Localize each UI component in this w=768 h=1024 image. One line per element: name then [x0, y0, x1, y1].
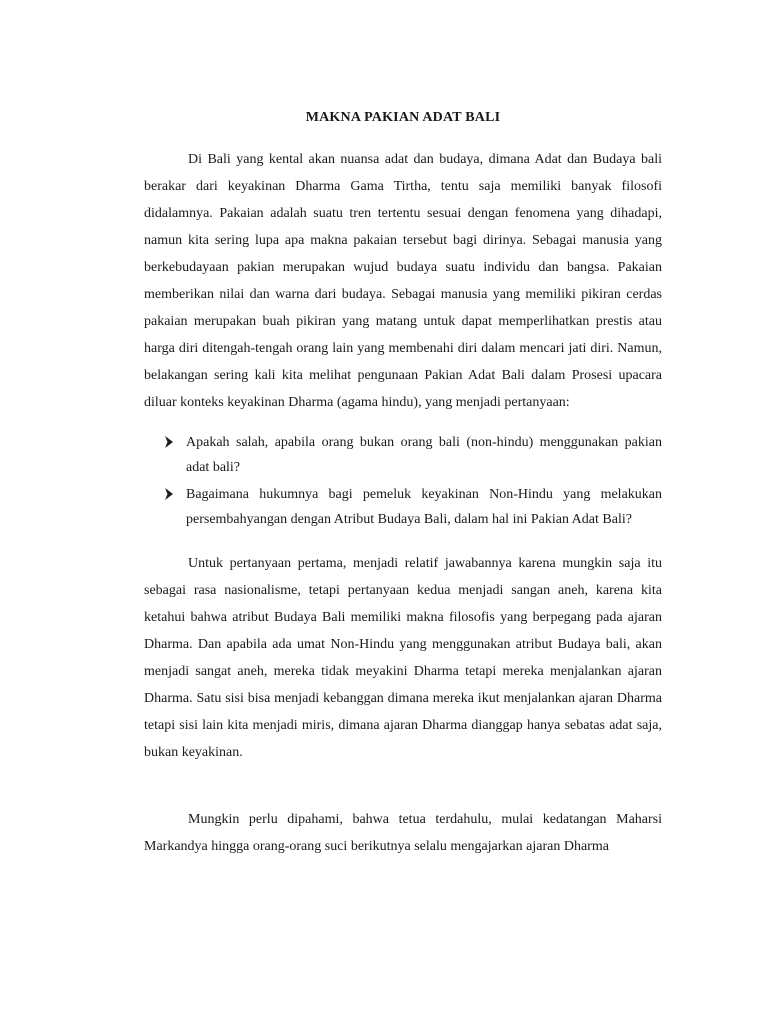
question-text: Bagaimana hukumnya bagi pemeluk keyakinan Non-Hindu yang melakukan persembahyangan dengan Atribut Budaya Bali, dalam hal ini Pakian Adat Bali? — [186, 487, 662, 527]
document-title: MAKNA PAKIAN ADAT BALI — [305, 110, 501, 125]
paragraph-spacer — [144, 766, 662, 806]
arrow-bullet-icon — [164, 487, 174, 501]
question-text: Apakah salah, apabila orang bukan orang bali (non-hindu) menggunakan pakian adat bali? — [186, 435, 662, 475]
paragraph-1: Di Bali yang kental akan nuansa adat dan budaya, dimana Adat dan Budaya bali berakar dari keyakinan Dharma Gama Tirtha, tentu saja memiliki banyak filosofi didalamnya. Pakaian adalah suatu tren tertentu sesuai dengan fenomena yang dihadapi, namun kita sering lupa apa makna pakaian tersebut bagi dirinya. Sebagai manusia yang berkebudayaan pakian merupakan wujud budaya suatu individu dan bangsa. Pakaian memberikan nilai dan warna dari budaya. Sebagai manusia yang memiliki pikiran cerdas pakaian merupakan buah pikiran yang matang untuk dapat memperlihatkan prestis atau harga diri ditengah-tengah orang lain yang membenahi diri dalam mencari jati diri. Namun, belakangan sering kali kita melihat pengunaan Pakian Adat Bali dalam Prosesi upacara diluar konteks keyakinan Dharma (agama hindu), yang menjadi pertanyaan: — [144, 152, 662, 410]
question-item — [144, 482, 662, 532]
paragraph-3: Mungkin perlu dipahami, bahwa tetua terdahulu, mulai kedatangan Maharsi Markandya hingga orang-orang suci berikutnya selalu mengajarkan ajaran Dharma — [144, 812, 662, 854]
question-item — [144, 430, 662, 480]
arrow-bullet-icon — [164, 435, 174, 449]
question-list — [144, 430, 662, 532]
paragraph-2: Untuk pertanyaan pertama, menjadi relatif jawabannya karena mungkin saja itu sebagai rasa nasionalisme, tetapi pertanyaan kedua menjadi sangan aneh, karena kita ketahui bahwa atribut Budaya Bali memiliki makna filosofis yang berpegang pada ajaran Dharma. Dan apabila ada umat Non-Hindu yang menggunakan atribut Budaya bali, akan menjadi sangat aneh, mereka tidak meyakini Dharma tetapi mereka menjalankan ajaran Dharma. Satu sisi bisa menjadi kebanggan dimana mereka ikut menjalankan ajaran Dharma tetapi sisi lain kita menjadi miris, dimana ajaran Dharma dianggap hanya sebatas adat saja, bukan keyakinan. — [144, 556, 662, 760]
